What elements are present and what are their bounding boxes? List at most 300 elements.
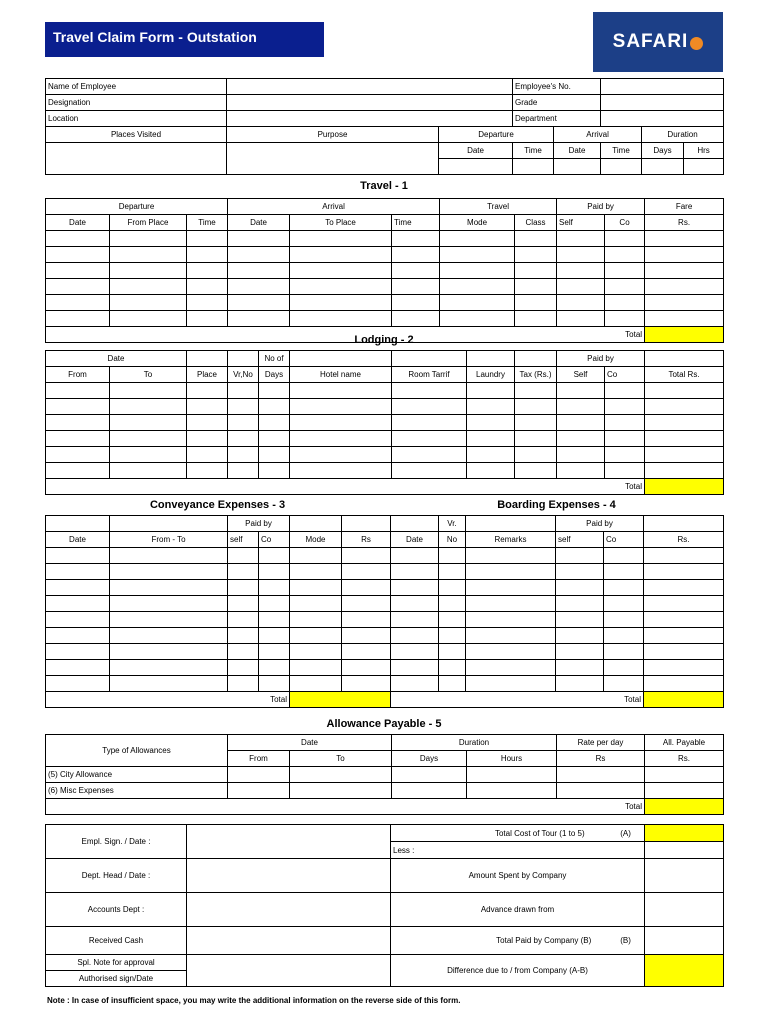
cell[interactable] <box>228 676 259 692</box>
cell[interactable] <box>645 447 724 463</box>
cell[interactable] <box>439 644 466 660</box>
cell[interactable] <box>290 231 392 247</box>
cell[interactable] <box>46 676 110 692</box>
cell[interactable] <box>644 548 724 564</box>
spl-note-label: Spl. Note for approval <box>46 955 187 971</box>
accounts-field[interactable] <box>187 893 391 927</box>
cell[interactable] <box>228 628 259 644</box>
cell[interactable] <box>46 279 110 295</box>
amount-spent-field[interactable] <box>645 859 724 893</box>
cell[interactable] <box>187 399 228 415</box>
cell[interactable] <box>440 263 515 279</box>
cell[interactable] <box>290 399 392 415</box>
cell[interactable] <box>439 596 466 612</box>
cell[interactable] <box>228 447 259 463</box>
cell[interactable] <box>228 295 290 311</box>
cell[interactable] <box>110 263 187 279</box>
cell[interactable] <box>466 628 556 644</box>
cell[interactable] <box>644 580 724 596</box>
cell[interactable] <box>290 263 392 279</box>
cell[interactable] <box>392 383 467 399</box>
cell[interactable] <box>46 231 110 247</box>
cell[interactable] <box>557 231 605 247</box>
cell[interactable] <box>557 383 605 399</box>
cell[interactable] <box>290 295 392 311</box>
cell[interactable] <box>391 564 439 580</box>
cell[interactable] <box>392 311 440 327</box>
cell[interactable] <box>515 279 557 295</box>
cell[interactable] <box>604 612 644 628</box>
cell[interactable] <box>644 644 724 660</box>
cell[interactable] <box>557 447 605 463</box>
cell[interactable] <box>466 644 556 660</box>
cell[interactable] <box>515 383 557 399</box>
cell[interactable] <box>228 431 259 447</box>
cell[interactable] <box>342 628 391 644</box>
cell[interactable] <box>515 463 557 479</box>
cell[interactable] <box>467 415 515 431</box>
cell[interactable] <box>439 660 466 676</box>
cell[interactable] <box>259 644 290 660</box>
cell[interactable] <box>259 628 290 644</box>
cell[interactable] <box>391 628 439 644</box>
cell[interactable] <box>556 596 604 612</box>
cell[interactable] <box>605 263 645 279</box>
cell[interactable] <box>259 660 290 676</box>
cell[interactable] <box>187 311 228 327</box>
advance-field[interactable] <box>645 893 724 927</box>
cell[interactable] <box>466 548 556 564</box>
cell[interactable] <box>259 612 290 628</box>
cell[interactable] <box>467 463 515 479</box>
cell[interactable] <box>46 311 110 327</box>
travel-travel: Travel <box>440 199 557 215</box>
cell[interactable] <box>290 548 342 564</box>
cell[interactable] <box>645 231 724 247</box>
cell[interactable] <box>467 383 515 399</box>
cell[interactable] <box>556 660 604 676</box>
cell[interactable] <box>645 463 724 479</box>
cell[interactable] <box>342 548 391 564</box>
cell[interactable] <box>604 676 644 692</box>
cell[interactable] <box>604 580 644 596</box>
cell[interactable] <box>110 548 228 564</box>
cell[interactable] <box>466 564 556 580</box>
cell[interactable] <box>46 383 110 399</box>
cell[interactable] <box>110 247 187 263</box>
cell[interactable] <box>46 628 110 644</box>
cell[interactable] <box>644 628 724 644</box>
cell[interactable] <box>110 399 187 415</box>
cell[interactable] <box>605 431 645 447</box>
dep-date-field[interactable] <box>439 159 513 175</box>
cell[interactable] <box>645 399 724 415</box>
purpose-field[interactable] <box>227 143 439 175</box>
cell[interactable] <box>557 311 605 327</box>
cell[interactable] <box>392 263 440 279</box>
cell[interactable] <box>46 644 110 660</box>
cell[interactable] <box>110 231 187 247</box>
cell[interactable] <box>46 660 110 676</box>
cell[interactable] <box>392 783 467 799</box>
cell[interactable] <box>290 564 342 580</box>
cell[interactable] <box>46 596 110 612</box>
cell[interactable] <box>645 767 724 783</box>
hrs-field[interactable] <box>684 159 724 175</box>
cell[interactable] <box>556 612 604 628</box>
cell[interactable] <box>391 596 439 612</box>
cell[interactable] <box>228 463 259 479</box>
received-field[interactable] <box>187 927 391 955</box>
cell[interactable] <box>645 263 724 279</box>
cell[interactable] <box>466 676 556 692</box>
cell[interactable] <box>515 415 557 431</box>
cell[interactable] <box>392 399 467 415</box>
cell[interactable] <box>110 676 228 692</box>
cell[interactable] <box>392 431 467 447</box>
cell[interactable] <box>515 295 557 311</box>
cell[interactable] <box>259 548 290 564</box>
cell[interactable] <box>46 463 110 479</box>
cell[interactable] <box>290 279 392 295</box>
cell[interactable] <box>290 383 392 399</box>
cell[interactable] <box>467 399 515 415</box>
cell[interactable] <box>467 431 515 447</box>
cell[interactable] <box>228 415 259 431</box>
cell[interactable] <box>391 548 439 564</box>
cell[interactable] <box>228 279 290 295</box>
cell[interactable] <box>110 580 228 596</box>
cell[interactable] <box>46 580 110 596</box>
cell[interactable] <box>644 564 724 580</box>
cell[interactable] <box>392 447 467 463</box>
cell[interactable] <box>110 644 228 660</box>
cell[interactable] <box>557 399 605 415</box>
cell[interactable] <box>228 612 259 628</box>
cell[interactable] <box>557 295 605 311</box>
cell[interactable] <box>605 295 645 311</box>
cell[interactable] <box>342 612 391 628</box>
cell[interactable] <box>466 596 556 612</box>
cell[interactable] <box>187 231 228 247</box>
designation-field[interactable] <box>227 95 513 111</box>
cell[interactable] <box>110 383 187 399</box>
places-field[interactable] <box>46 143 227 175</box>
cell[interactable] <box>604 644 644 660</box>
cell[interactable] <box>228 231 290 247</box>
cell[interactable] <box>46 415 110 431</box>
cell[interactable] <box>46 399 110 415</box>
cell[interactable] <box>440 295 515 311</box>
cell[interactable] <box>187 279 228 295</box>
cell[interactable] <box>605 231 645 247</box>
cell[interactable] <box>392 767 467 783</box>
cell[interactable] <box>187 415 228 431</box>
cell[interactable] <box>439 676 466 692</box>
cell[interactable] <box>391 580 439 596</box>
cell[interactable] <box>515 263 557 279</box>
cell[interactable] <box>110 463 187 479</box>
cell[interactable] <box>290 580 342 596</box>
col-date: Date <box>46 215 110 231</box>
table-row <box>46 463 724 479</box>
cell[interactable] <box>557 247 605 263</box>
cell[interactable] <box>342 580 391 596</box>
cell[interactable] <box>290 767 392 783</box>
emp-no-field[interactable] <box>601 79 724 95</box>
cell[interactable] <box>605 311 645 327</box>
cell[interactable] <box>110 447 187 463</box>
cell[interactable] <box>515 399 557 415</box>
less-label: Less : <box>391 842 645 859</box>
col-payable: All. Payable <box>645 735 724 751</box>
cell[interactable] <box>46 295 110 311</box>
cell[interactable] <box>440 311 515 327</box>
cell[interactable] <box>439 580 466 596</box>
cell[interactable] <box>110 415 187 431</box>
cell[interactable] <box>440 231 515 247</box>
cell[interactable] <box>604 564 644 580</box>
cell[interactable] <box>391 644 439 660</box>
cell[interactable] <box>557 279 605 295</box>
cell[interactable] <box>290 612 342 628</box>
cell[interactable] <box>290 596 342 612</box>
cell[interactable] <box>187 383 228 399</box>
dep-time-field[interactable] <box>513 159 554 175</box>
cell[interactable] <box>228 767 290 783</box>
logo-text: SAFARI <box>612 31 689 52</box>
cell[interactable] <box>439 548 466 564</box>
cell[interactable] <box>467 783 557 799</box>
cell[interactable] <box>604 660 644 676</box>
cell[interactable] <box>259 431 290 447</box>
cell[interactable] <box>342 676 391 692</box>
cell[interactable] <box>46 447 110 463</box>
cell[interactable] <box>228 783 290 799</box>
cell[interactable] <box>392 247 440 263</box>
cell[interactable] <box>228 383 259 399</box>
cell[interactable] <box>46 263 110 279</box>
cell[interactable] <box>110 311 187 327</box>
cell[interactable] <box>187 295 228 311</box>
cell[interactable] <box>259 596 290 612</box>
cell[interactable] <box>290 628 342 644</box>
arr-time-label: Time <box>601 143 642 159</box>
cell[interactable] <box>645 247 724 263</box>
cell[interactable] <box>110 431 187 447</box>
cell[interactable] <box>228 548 259 564</box>
board-total-field[interactable] <box>644 692 724 708</box>
cell[interactable] <box>439 628 466 644</box>
cell[interactable] <box>46 548 110 564</box>
cell[interactable] <box>342 660 391 676</box>
cell[interactable] <box>439 612 466 628</box>
cell[interactable] <box>515 431 557 447</box>
arr-time-field[interactable] <box>601 159 642 175</box>
cell[interactable] <box>556 564 604 580</box>
cell[interactable] <box>440 247 515 263</box>
cell[interactable] <box>604 548 644 564</box>
lodging-total-field[interactable] <box>645 479 724 495</box>
cell[interactable] <box>605 247 645 263</box>
total-paid-field[interactable] <box>645 927 724 955</box>
cell[interactable] <box>290 676 342 692</box>
cell[interactable] <box>392 279 440 295</box>
cell[interactable] <box>557 767 645 783</box>
cell[interactable] <box>110 628 228 644</box>
cell[interactable] <box>46 247 110 263</box>
cell[interactable] <box>187 447 228 463</box>
cell[interactable] <box>290 644 342 660</box>
cell[interactable] <box>515 447 557 463</box>
cell[interactable] <box>391 676 439 692</box>
board-vr: Vr. <box>439 516 466 532</box>
cell[interactable] <box>605 399 645 415</box>
cell[interactable] <box>645 415 724 431</box>
cell[interactable] <box>604 596 644 612</box>
cell[interactable] <box>557 415 605 431</box>
dept-head-field[interactable] <box>187 859 391 893</box>
cell[interactable] <box>259 399 290 415</box>
cell[interactable] <box>644 596 724 612</box>
col-self: self <box>228 532 259 548</box>
cell[interactable] <box>342 564 391 580</box>
difference-field[interactable] <box>645 955 724 987</box>
cell[interactable] <box>467 767 557 783</box>
cell[interactable] <box>467 447 515 463</box>
cell[interactable] <box>644 676 724 692</box>
cell[interactable] <box>228 564 259 580</box>
cell[interactable] <box>110 564 228 580</box>
cell[interactable] <box>110 612 228 628</box>
cell[interactable] <box>645 311 724 327</box>
cell[interactable] <box>515 231 557 247</box>
cell[interactable] <box>259 676 290 692</box>
cell[interactable] <box>515 247 557 263</box>
col-type: Type of Allowances <box>46 735 228 767</box>
cell[interactable] <box>342 644 391 660</box>
cell[interactable] <box>290 311 392 327</box>
cell[interactable] <box>259 383 290 399</box>
cell[interactable] <box>605 447 645 463</box>
cell[interactable] <box>290 447 392 463</box>
cell[interactable] <box>556 644 604 660</box>
cell[interactable] <box>466 660 556 676</box>
cell[interactable] <box>290 660 342 676</box>
cell[interactable] <box>557 463 605 479</box>
cell[interactable] <box>228 247 290 263</box>
cell[interactable] <box>557 783 645 799</box>
cell[interactable] <box>228 311 290 327</box>
name-field[interactable] <box>227 79 513 95</box>
cell[interactable] <box>187 431 228 447</box>
cell[interactable] <box>604 628 644 644</box>
department-field[interactable] <box>601 111 724 127</box>
total-cost-field[interactable] <box>645 825 724 842</box>
allowance-total-field[interactable] <box>645 799 724 815</box>
cell[interactable] <box>228 399 259 415</box>
cell[interactable] <box>259 447 290 463</box>
cell[interactable] <box>228 263 290 279</box>
cell[interactable] <box>259 580 290 596</box>
cell[interactable] <box>556 580 604 596</box>
cell[interactable] <box>228 580 259 596</box>
location-field[interactable] <box>227 111 513 127</box>
cell[interactable] <box>645 295 724 311</box>
cell[interactable] <box>644 660 724 676</box>
cell[interactable] <box>605 415 645 431</box>
cell[interactable] <box>259 564 290 580</box>
cell[interactable] <box>515 311 557 327</box>
cell[interactable] <box>645 279 724 295</box>
cell[interactable] <box>187 463 228 479</box>
dep-date-label: Date <box>439 143 513 159</box>
auth-sign-field[interactable] <box>187 955 391 987</box>
empl-sign-field[interactable] <box>187 825 391 859</box>
cell[interactable] <box>605 463 645 479</box>
cell[interactable] <box>259 463 290 479</box>
cell[interactable] <box>46 564 110 580</box>
cell[interactable] <box>187 263 228 279</box>
cell[interactable] <box>392 463 467 479</box>
cell[interactable] <box>556 676 604 692</box>
cell[interactable] <box>556 628 604 644</box>
cell[interactable] <box>557 263 605 279</box>
cell[interactable] <box>290 415 392 431</box>
cell[interactable] <box>228 596 259 612</box>
cell[interactable] <box>290 247 392 263</box>
cell[interactable] <box>466 612 556 628</box>
cell[interactable] <box>557 431 605 447</box>
cell[interactable] <box>290 431 392 447</box>
allowance-total-label: Total <box>46 799 645 815</box>
days-field[interactable] <box>642 159 684 175</box>
cell[interactable] <box>342 596 391 612</box>
cell[interactable] <box>605 279 645 295</box>
cell[interactable] <box>228 644 259 660</box>
cell[interactable] <box>46 612 110 628</box>
cell[interactable] <box>391 612 439 628</box>
cell[interactable] <box>645 783 724 799</box>
grade-field[interactable] <box>601 95 724 111</box>
cell[interactable] <box>556 548 604 564</box>
cell[interactable] <box>110 279 187 295</box>
cell[interactable] <box>290 783 392 799</box>
cell[interactable] <box>259 415 290 431</box>
cell[interactable] <box>46 431 110 447</box>
cell[interactable] <box>645 431 724 447</box>
cell[interactable] <box>605 383 645 399</box>
cell[interactable] <box>290 463 392 479</box>
cell[interactable] <box>392 295 440 311</box>
cell[interactable] <box>392 415 467 431</box>
less-field[interactable] <box>645 842 724 859</box>
cell[interactable] <box>645 383 724 399</box>
conv-total-field[interactable] <box>290 692 391 708</box>
cell[interactable] <box>110 596 228 612</box>
cell[interactable] <box>110 660 228 676</box>
cell[interactable] <box>466 580 556 596</box>
cell[interactable] <box>391 660 439 676</box>
cell[interactable] <box>644 612 724 628</box>
cell[interactable] <box>440 279 515 295</box>
cell[interactable] <box>110 295 187 311</box>
cell[interactable] <box>228 660 259 676</box>
cell[interactable] <box>187 247 228 263</box>
cell[interactable] <box>392 231 440 247</box>
cell[interactable] <box>439 564 466 580</box>
arr-date-field[interactable] <box>554 159 601 175</box>
